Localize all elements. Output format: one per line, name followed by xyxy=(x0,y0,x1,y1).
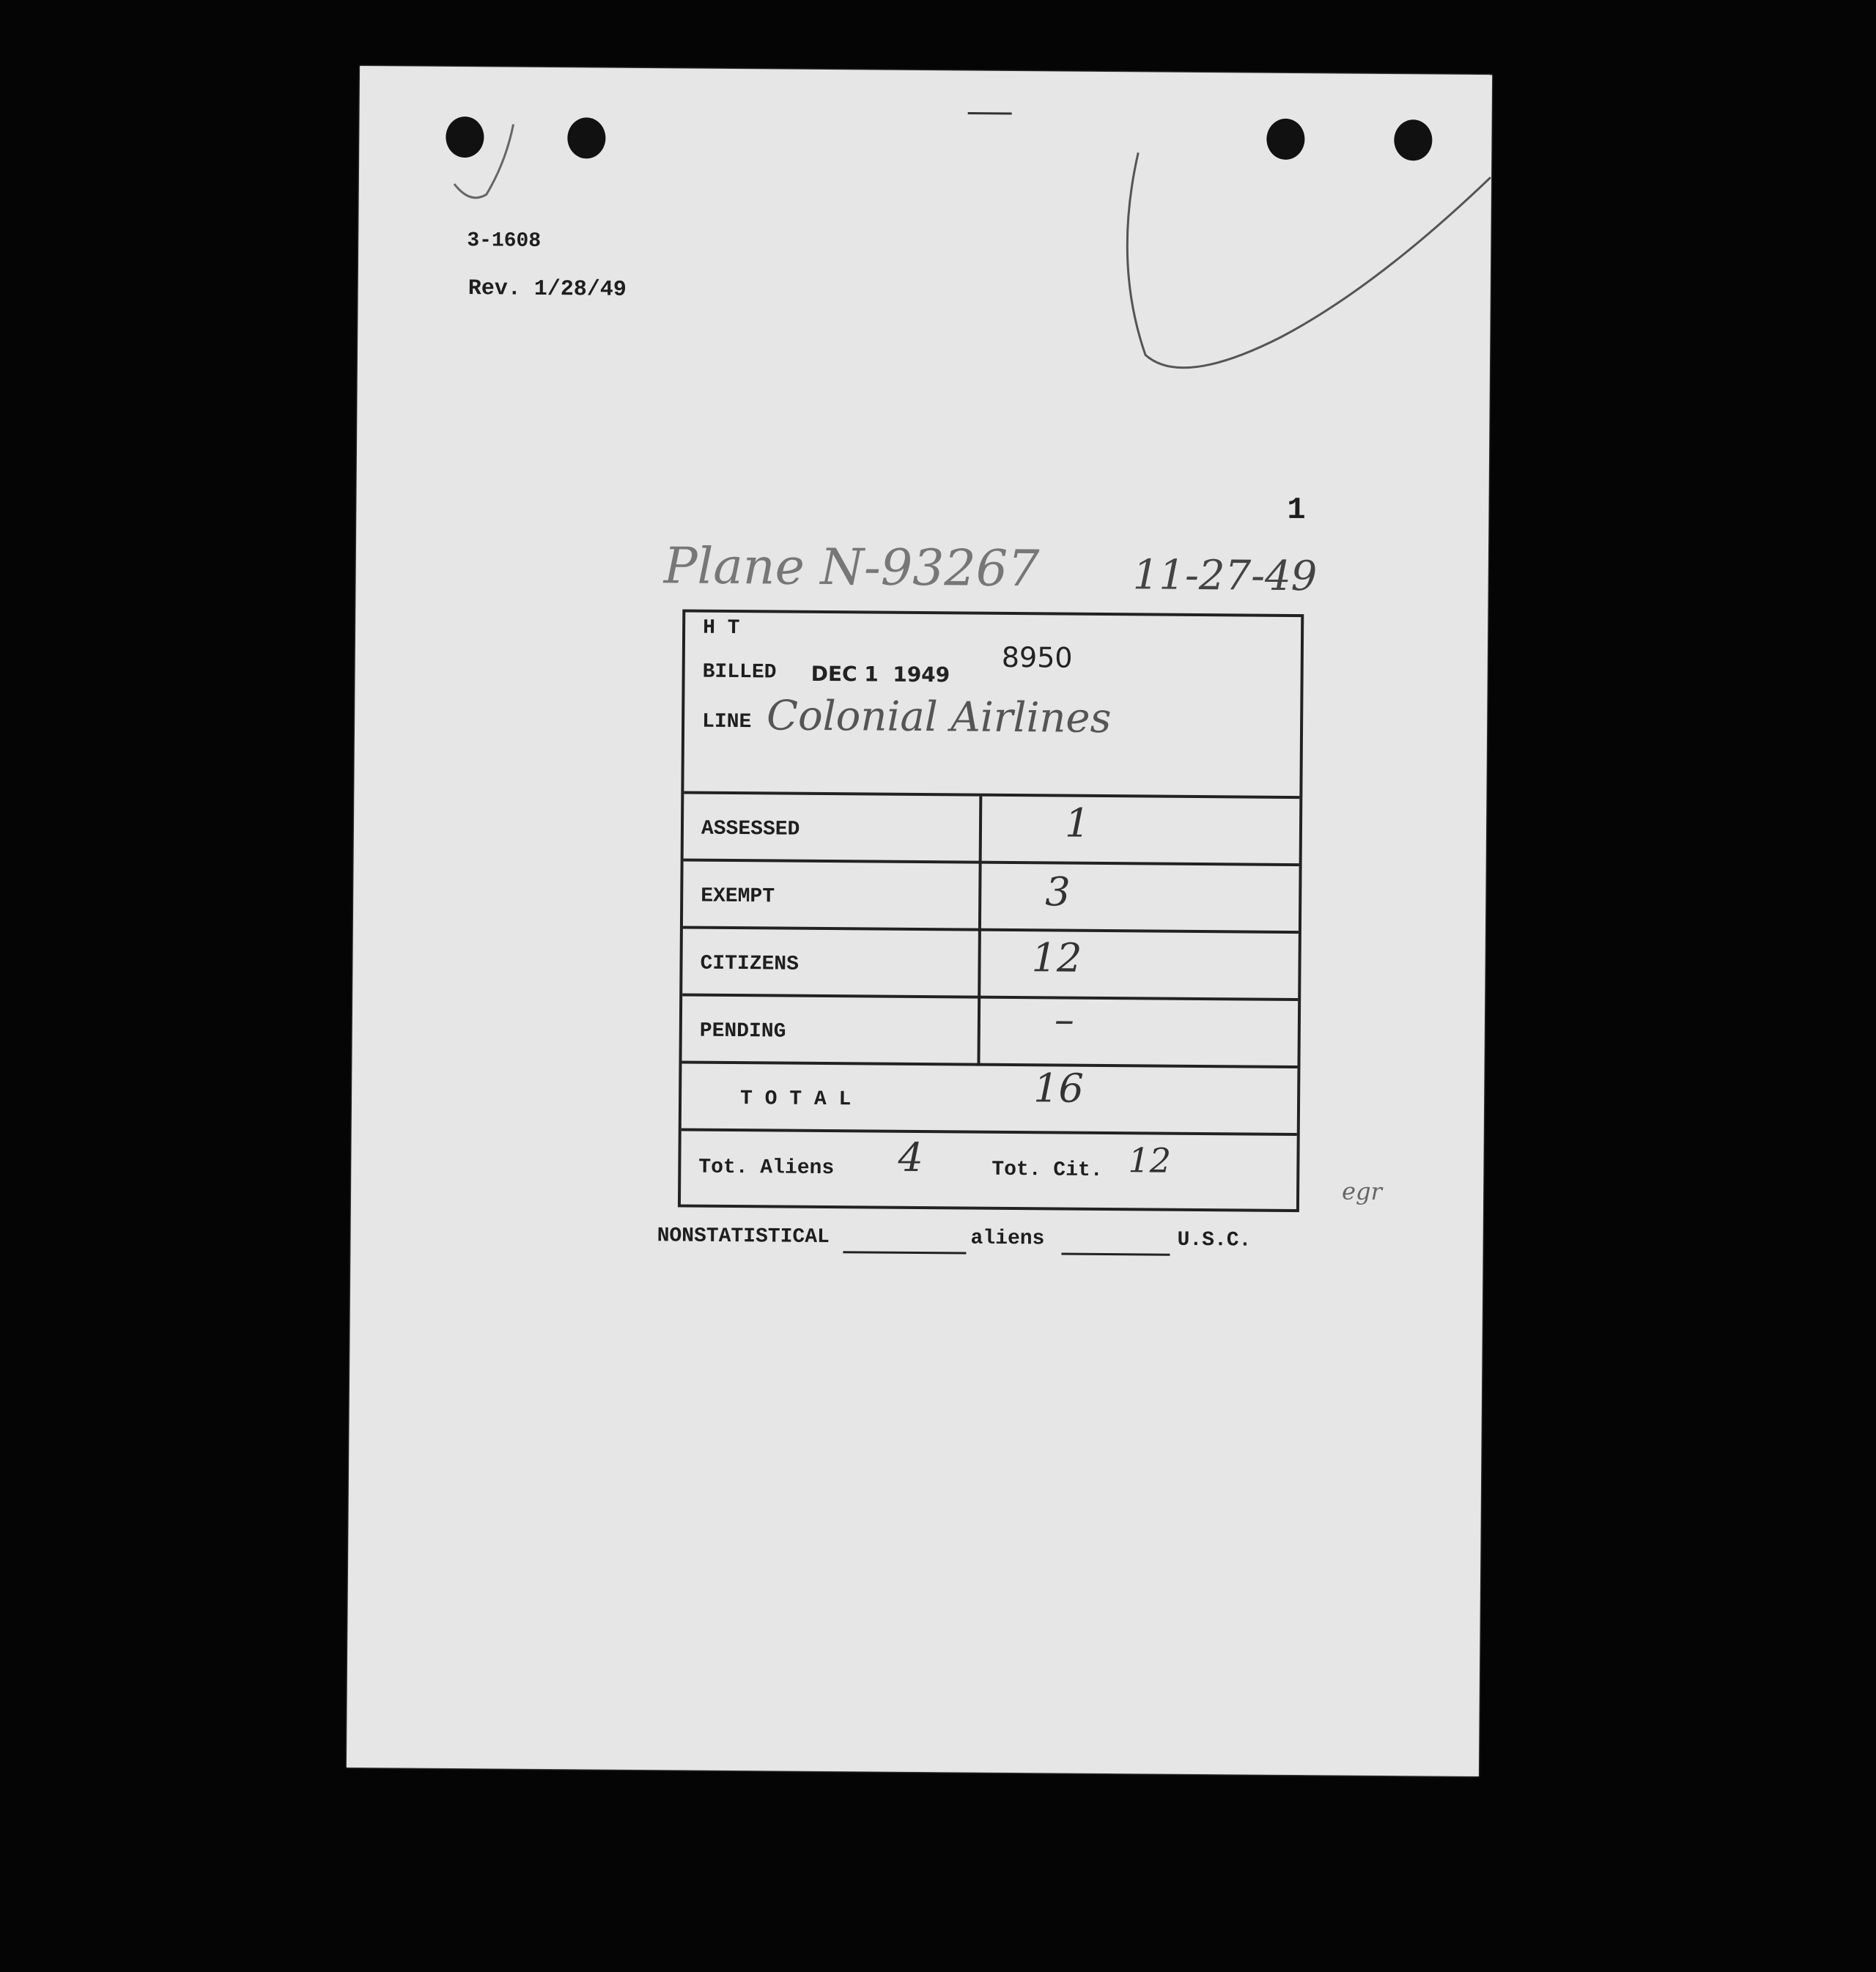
assessed-value: 1 xyxy=(1064,799,1090,846)
nonstatistical-label: NONSTATISTICAL xyxy=(657,1225,830,1249)
form-number: 3-1608 xyxy=(467,229,542,253)
aliens-label: aliens xyxy=(970,1227,1045,1251)
tot-cit-value: 12 xyxy=(1128,1140,1172,1181)
billed-date-stamp: DEC 1 1949 xyxy=(810,661,950,687)
line-label: LINE xyxy=(702,710,752,734)
row-divider xyxy=(682,1060,1297,1068)
date-handwritten: 11-27-49 xyxy=(1132,551,1318,601)
usc-label: U.S.C. xyxy=(1177,1228,1252,1252)
pending-value: – xyxy=(1054,996,1075,1043)
airline-name-handwritten: Colonial Airlines xyxy=(766,692,1112,743)
form-code: H T xyxy=(703,616,740,640)
row-divider xyxy=(682,1128,1297,1136)
citizens-label: CITIZENS xyxy=(700,952,799,976)
initials-handwritten: egr xyxy=(1341,1177,1382,1205)
citizens-value: 12 xyxy=(1031,934,1082,981)
assessed-label: ASSESSED xyxy=(701,817,800,841)
exempt-value: 3 xyxy=(1045,868,1071,915)
pencil-curve-stroke xyxy=(1126,152,1491,370)
row-divider xyxy=(684,791,1299,799)
plane-number-handwritten: Plane N-93267 xyxy=(663,537,1040,599)
row-divider xyxy=(683,926,1299,934)
total-value: 16 xyxy=(1033,1065,1085,1112)
document-sheet xyxy=(347,66,1492,1776)
row-divider xyxy=(682,993,1298,1001)
revision-date: Rev. 1/28/49 xyxy=(468,276,627,303)
row-divider xyxy=(684,858,1299,866)
tot-cit-label: Tot. Cit. xyxy=(991,1158,1103,1182)
total-label: T O T A L xyxy=(739,1087,852,1112)
tot-aliens-value: 4 xyxy=(898,1134,924,1181)
billed-label: BILLED xyxy=(702,660,777,684)
pending-label: PENDING xyxy=(699,1019,786,1044)
page-mark: 1 xyxy=(1287,492,1306,528)
checkmark-stroke xyxy=(454,124,514,198)
exempt-label: EXEMPT xyxy=(701,885,775,909)
statistics-form xyxy=(678,609,1304,1212)
tot-aliens-label: Tot. Aliens xyxy=(698,1156,835,1181)
bill-number-stamp: 8950 xyxy=(1001,640,1073,674)
